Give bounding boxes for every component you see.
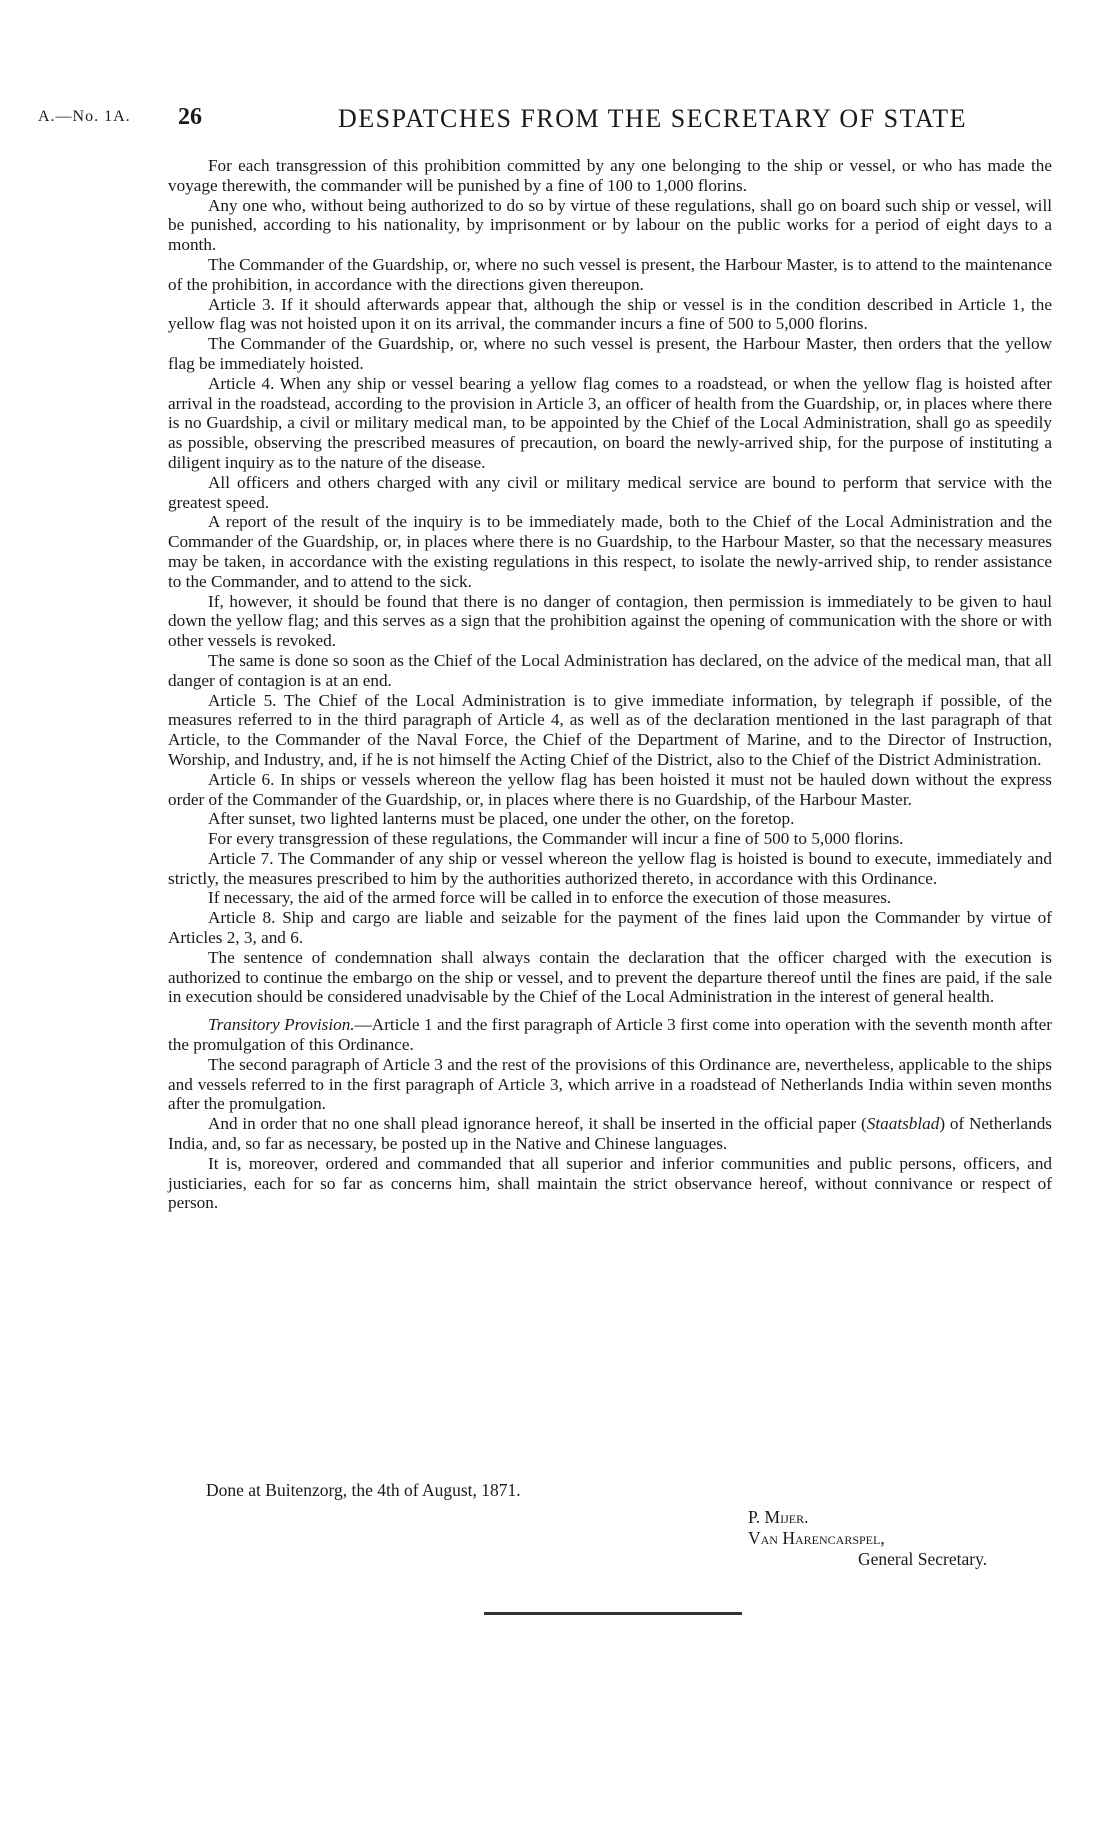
paragraph-article-3: Article 3. If it should afterwards appear that, although the ship or vessel is in the condition described in Article 1, the yellow flag was not hoisted upon it on its arrival, the commander incurs a fine of 500 to 5,000 florins. bbox=[168, 294, 1052, 334]
page-header bbox=[38, 104, 1038, 134]
paragraph: It is, moreover, ordered and commanded that all superior and inferior communities and public persons, officers, and justiciaries, each for so far as concerns him, shall maintain the strict observance hereof, without connivance or respect of person. bbox=[168, 1153, 1052, 1213]
paragraph: All officers and others charged with any civil or military medical service are bound to perform that service with the greatest speed. bbox=[168, 472, 1052, 512]
document-reference: A.—No. 1A. bbox=[38, 108, 131, 125]
running-title: DESPATCHES FROM THE SECRETARY OF STATE bbox=[338, 104, 968, 133]
paragraph-article-5: Article 5. The Chief of the Local Administration is to give immediate information, by telegraph if possible, of the measures referred to in the third paragraph of Article 4, as well as of the declaration mentioned in the last paragraph of that Article, to the Commander of the Naval Force, the Chief of the Department of Marine, and to the Director of Instruction, Worship, and Industry, and, if he is not himself the Acting Chief of the District, also to the Chief of the District Administration. bbox=[168, 690, 1052, 769]
paragraph: For each transgression of this prohibition committed by any one belonging to the ship or vessel, or who has made the voyage therewith, the commander will be punished by a fine of 100 to 1,000 florins. bbox=[168, 156, 1052, 195]
page-number: 26 bbox=[178, 104, 202, 130]
staatsblad-before: And in order that no one shall plead ignorance hereof, it shall be inserted in the official paper ( bbox=[208, 1114, 867, 1134]
paragraph: The Commander of the Guardship, or, where no such vessel is present, the Harbour Master, is to attend to the maintenance of the prohibition, in accordance with the directions given thereupon. bbox=[168, 254, 1052, 294]
signatory-title: General Secretary. bbox=[858, 1549, 988, 1569]
paragraph: If, however, it should be found that there is no danger of contagion, then permission is immediately to be given to haul down the yellow flag; and this serves as a sign that the prohibition against the opening of communication with the shore or with other vessels is revoked. bbox=[168, 591, 1052, 651]
paragraph: The same is done so soon as the Chief of the Local Administration has declared, on the advice of the medical man, that all danger of contagion is at an end. bbox=[168, 650, 1052, 690]
paragraph-staatsblad bbox=[168, 1114, 1052, 1154]
transitory-label: Transitory Provision. bbox=[208, 1015, 355, 1035]
document-body bbox=[168, 156, 1052, 1213]
transitory-text: —Article 1 and the first paragraph of Article 3 first come into operation with the seventh month after the promulgation of this Ordinance. bbox=[168, 1015, 1052, 1055]
paragraph-article-7: Article 7. The Commander of any ship or vessel whereon the yellow flag is hoisted is bound to execute, immediately and strictly, the measures prescribed to him by the authorities authorized thereto, in accordance with this Ordinance. bbox=[168, 848, 1052, 888]
signatory-2: Van Harencarspel, bbox=[748, 1528, 885, 1548]
paragraph: The second paragraph of Article 3 and the rest of the provisions of this Ordinance are, nevertheless, applicable to the ships and vessels referred to in the first paragraph of Article 3, which arrive in a roadstead of Netherlands India within seven months after the promulgation. bbox=[168, 1054, 1052, 1114]
end-rule bbox=[484, 1612, 742, 1615]
paragraph: The sentence of condemnation shall always contain the declaration that the officer charged with the execution is authorized to continue the embargo on the ship or vessel, and to prevent the departure thereof until the fines are paid, if the sale in execution should be considered unadvisable by the Chief of the Local Administration in the interest of general health. bbox=[168, 947, 1052, 1007]
staatsblad-term: Staatsblad bbox=[866, 1114, 940, 1134]
paragraph-article-4: Article 4. When any ship or vessel bearing a yellow flag comes to a roadstead, or when the yellow flag is hoisted after arrival in the roadstead, according to the provision in Article 3, an officer of health from the Guardship, or, in places where there is no Guardship, a civil or military medical man, to be appointed by the Chief of the Local Administration, shall go as speedily as possible, observing the prescribed measures of precaution, on board the newly-arrived ship, for the purpose of instituting a diligent inquiry as to the nature of the disease. bbox=[168, 373, 1052, 472]
paragraph-article-6: Article 6. In ships or vessels whereon the yellow flag has been hoisted it must not be hauled down without the express order of the Commander of the Guardship, or, in places where there is no Guardship, of the Harbour Master. bbox=[168, 769, 1052, 809]
paragraph: After sunset, two lighted lanterns must be placed, one under the other, on the foretop. bbox=[208, 809, 795, 829]
paragraph-article-8: Article 8. Ship and cargo are liable and seizable for the payment of the fines laid upon the Commander by virtue of Articles 2, 3, and 6. bbox=[168, 908, 1052, 948]
transitory-provision bbox=[168, 1015, 1052, 1055]
signature-block bbox=[748, 1507, 987, 1570]
paragraph: For every transgression of these regulations, the Commander will incur a fine of 500 to 5,000 florins. bbox=[208, 829, 904, 849]
paragraph: A report of the result of the inquiry is to be immediately made, both to the Chief of the Local Administration and the Commander of the Guardship, or, in places where there is no Guardship, to the Harbour Master, so that the necessary measures may be taken, in accordance with the existing regulations in this respect, to isolate the newly-arrived ship, to render assistance to the Commander, and to attend to the sick. bbox=[168, 512, 1052, 591]
done-at-line: Done at Buitenzorg, the 4th of August, 1871. bbox=[206, 1480, 521, 1500]
paragraph: If necessary, the aid of the armed force will be called in to enforce the execution of those measures. bbox=[208, 888, 892, 908]
signatory-1: P. Mijer. bbox=[748, 1507, 809, 1527]
staatsblad-after: ) of Netherlands India, and, so far as necessary, be posted up in the Native and Chinese languages. bbox=[168, 1114, 1052, 1154]
paragraph: Any one who, without being authorized to do so by virtue of these regulations, shall go on board such ship or vessel, will be punished, according to his nationality, by imprisonment or by labour on the public works for a period of eight days to a month. bbox=[168, 195, 1052, 255]
paragraph: The Commander of the Guardship, or, where no such vessel is present, the Harbour Master, then orders that the yellow flag be immediately hoisted. bbox=[168, 334, 1052, 373]
